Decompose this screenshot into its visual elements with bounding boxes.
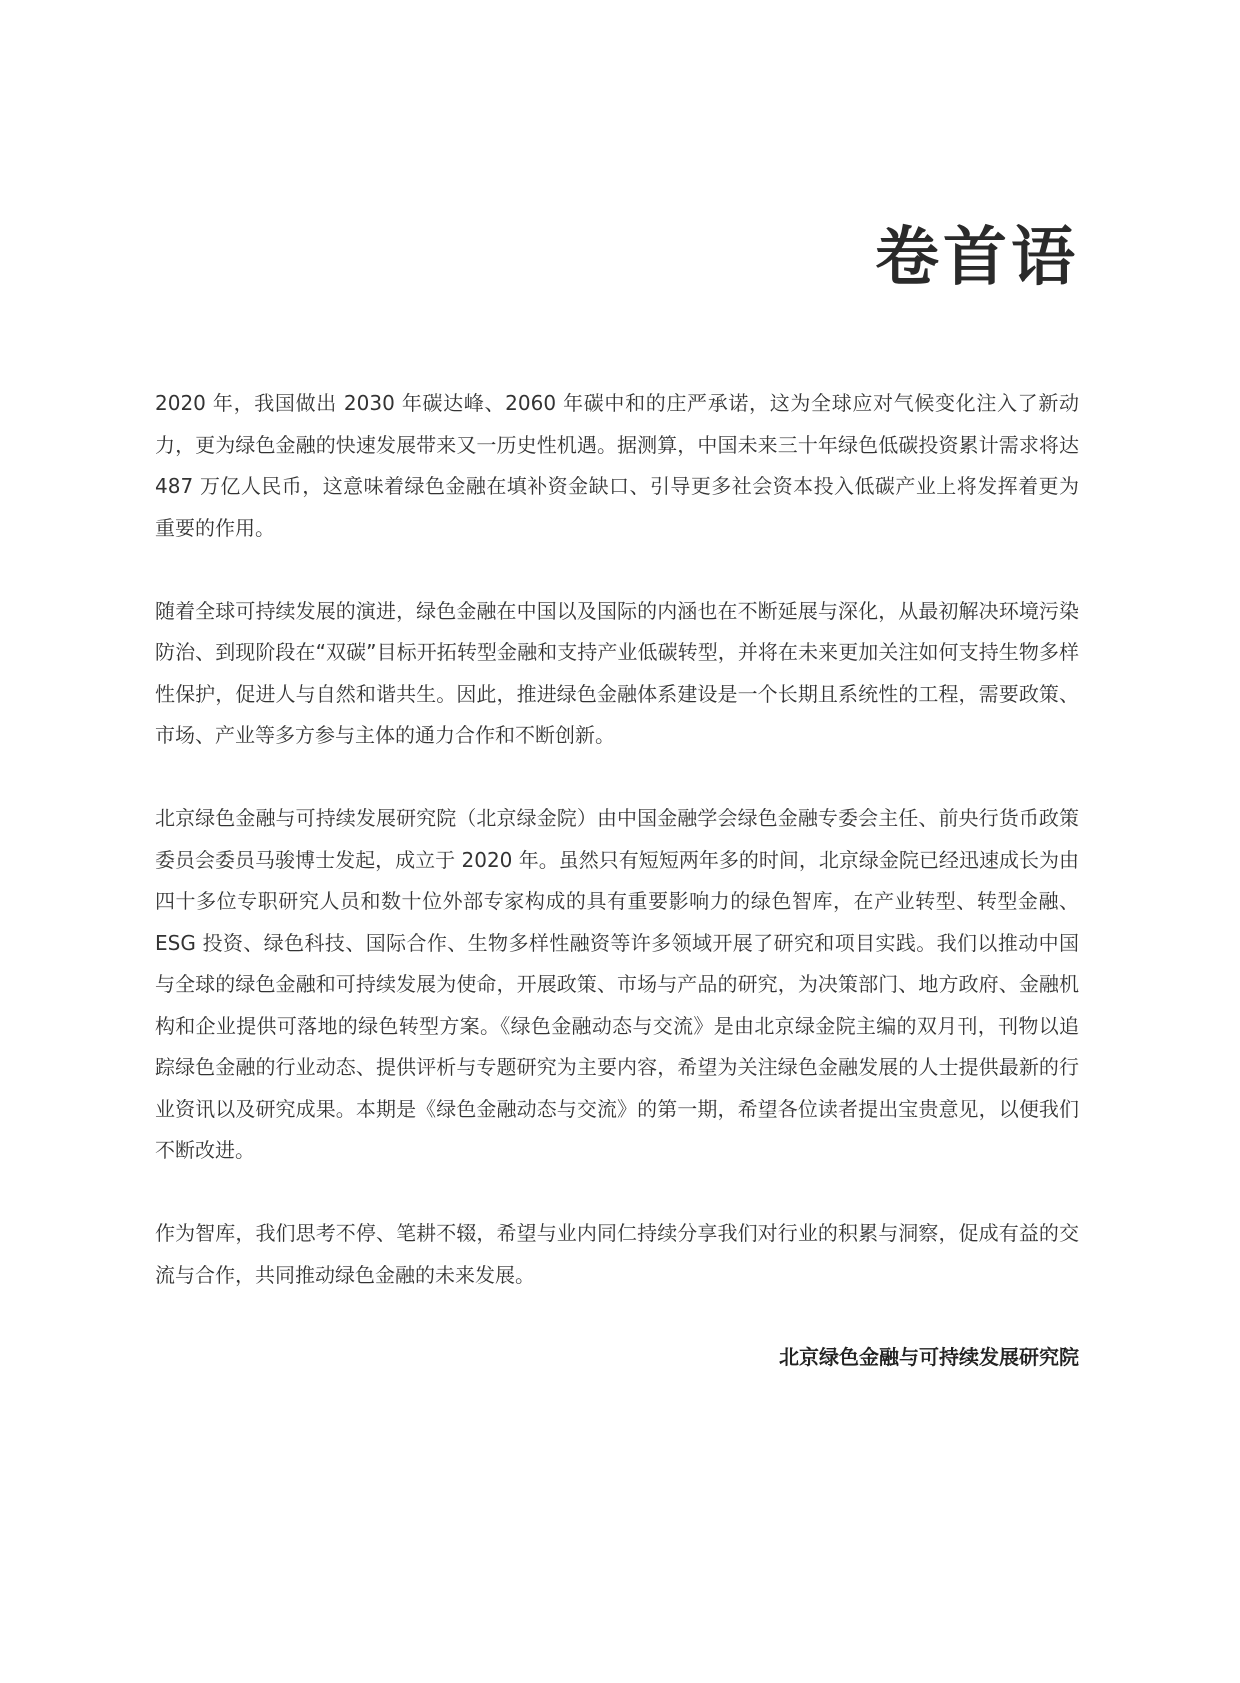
paragraph-2: 随着全球可持续发展的演进，绿色金融在中国以及国际的内涵也在不断延展与深化，从最初解决环境污染防治、到现阶段在“双碳”目标开拓转型金融和支持产业低碳转型，并将在未来更加关注如何支持生物多样性保护，促进人与自然和谐共生。因此，推进绿色金融体系建设是一个长期且系统性的工程，需要政策、市场、产业等多方参与主体的通力合作和不断创新。 (155, 598, 1079, 747)
page-title: 卷首语 (875, 220, 1079, 295)
signature: 北京绿色金融与可持续发展研究院 (779, 1345, 1079, 1369)
paragraph-1: 2020 年，我国做出 2030 年碳达峰、2060 年碳中和的庄严承诺，这为全球应对气候变化注入了新动力，更为绿色金融的快速发展带来又一历史性机遇。据测算，中国未来三十年绿色低碳投资累计需求将达 487 万亿人民币，这意味着绿色金融在填补资金缺口、引导更多社会资本投入低碳产业上将发挥着更为重要的作用。 (155, 391, 1079, 540)
paragraph-4: 作为智库，我们思考不停、笔耕不辍，希望与业内同仁持续分享我们对行业的积累与洞察，促成有益的交流与合作，共同推动绿色金融的未来发展。 (155, 1221, 1079, 1287)
paragraph-3: 北京绿色金融与可持续发展研究院（北京绿金院）由中国金融学会绿色金融专委会主任、前央行货币政策委员会委员马骏博士发起，成立于 2020 年。虽然只有短短两年多的时间，北京绿金院已经迅速成长为由四十多位专职研究人员和数十位外部专家构成的具有重要影响力的绿色智库，在产业转型、转型金融、ESG 投资、绿色科技、国际合作、生物多样性融资等许多领域开展了研究和项目实践。我们以推动中国与全球的绿色金融和可持续发展为使命，开展政策、市场与产品的研究，为决策部门、地方政府、金融机构和企业提供可落地的绿色转型方案。《绿色金融动态与交流》是由北京绿金院主编的双月刊，刊物以追踪绿色金融的行业动态、提供评析与专题研究为主要内容，希望为关注绿色金融发展的人士提供最新的行业资讯以及研究成果。本期是《绿色金融动态与交流》的第一期，希望各位读者提出宝贵意见，以便我们不断改进。 (155, 806, 1079, 1162)
body-text (155, 383, 1079, 1338)
